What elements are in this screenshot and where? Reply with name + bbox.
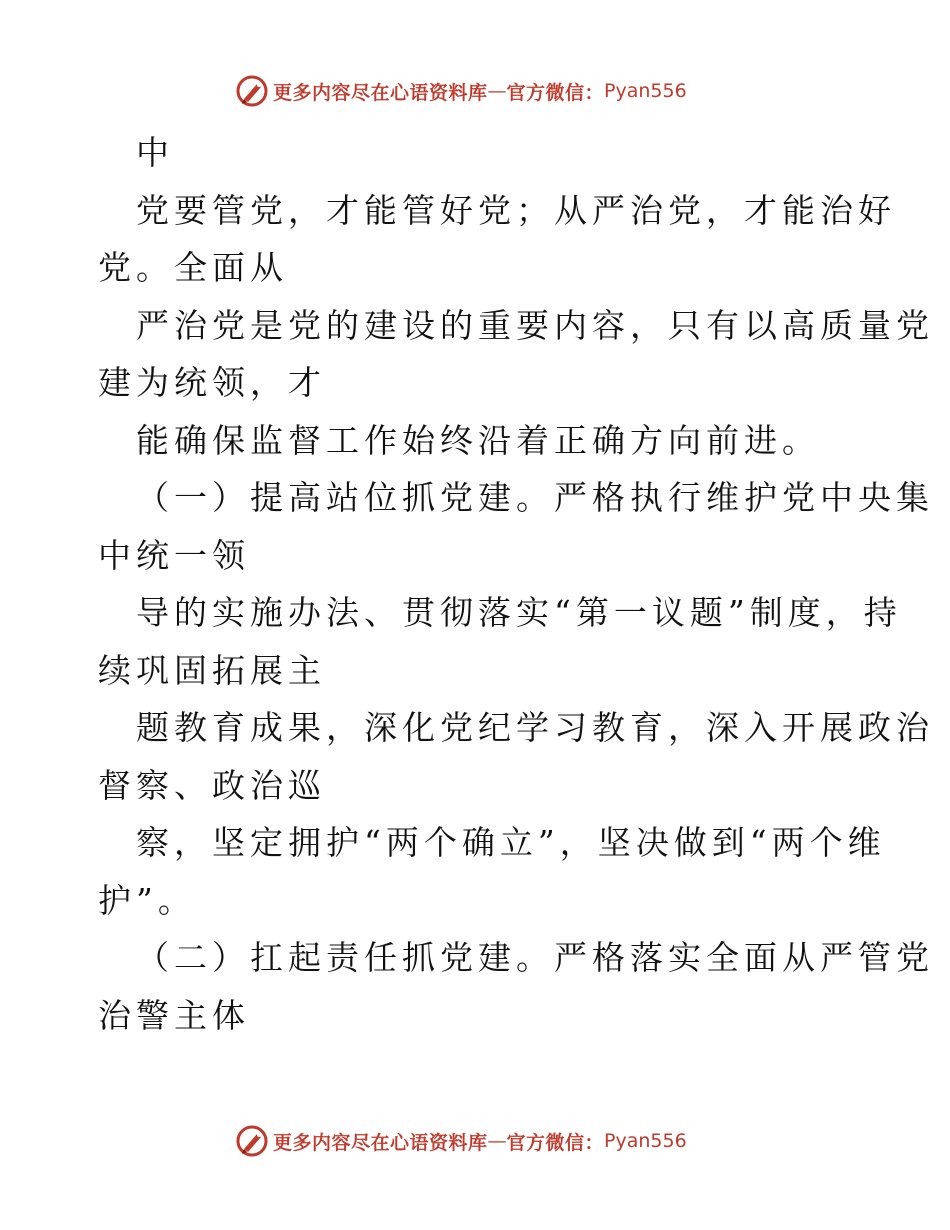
watermark-brand-text: 更多内容尽在心语资料库 — [273, 1131, 488, 1154]
text-line: 中 — [136, 133, 174, 172]
watermark-separator: — — [487, 1130, 507, 1152]
text-line: 察，坚定拥护“两个确立”，坚决做到“两个维 — [136, 823, 886, 862]
text-line: 导的实施办法、贯彻落实“第一议题”制度，持 — [136, 593, 902, 632]
text-line: 党。全面从 — [98, 248, 288, 287]
text-line: 能确保监督工作始终沿着正确方向前进。 — [136, 420, 820, 460]
header-watermark — [235, 74, 687, 108]
watermark-account: Pyan556 — [604, 80, 687, 102]
pen-logo-icon — [235, 74, 269, 108]
text-line: 续巩固拓展主 — [98, 650, 326, 690]
footer-watermark — [235, 1124, 687, 1158]
watermark-account: Pyan556 — [604, 1130, 687, 1152]
watermark-wechat-label: 官方微信： — [506, 81, 605, 104]
watermark-brand-text: 更多内容尽在心语资料库 — [273, 81, 488, 104]
text-line: （二）扛起责任抓党建。严格落实全面从严管党 — [136, 938, 934, 977]
text-line: 治警主体 — [98, 995, 250, 1035]
watermark-separator: — — [487, 80, 507, 102]
text-line: 党要管党，才能管好党；从严治党，才能治好 — [136, 190, 896, 230]
text-line: 题教育成果，深化党纪学习教育，深入开展政治 — [136, 708, 934, 747]
text-line: 建为统领，才 — [98, 363, 326, 402]
text-line: 护”。 — [98, 880, 196, 920]
pen-logo-icon — [235, 1124, 269, 1158]
text-line: 严治党是党的建设的重要内容，只有以高质量党 — [136, 305, 934, 345]
document-body — [98, 124, 934, 1044]
text-line: 中统一领 — [98, 535, 250, 575]
text-line: （一）提高站位抓党建。严格执行维护党中央集 — [136, 478, 934, 517]
text-line: 督察、政治巡 — [98, 765, 326, 805]
watermark-wechat-label: 官方微信： — [506, 1131, 605, 1154]
